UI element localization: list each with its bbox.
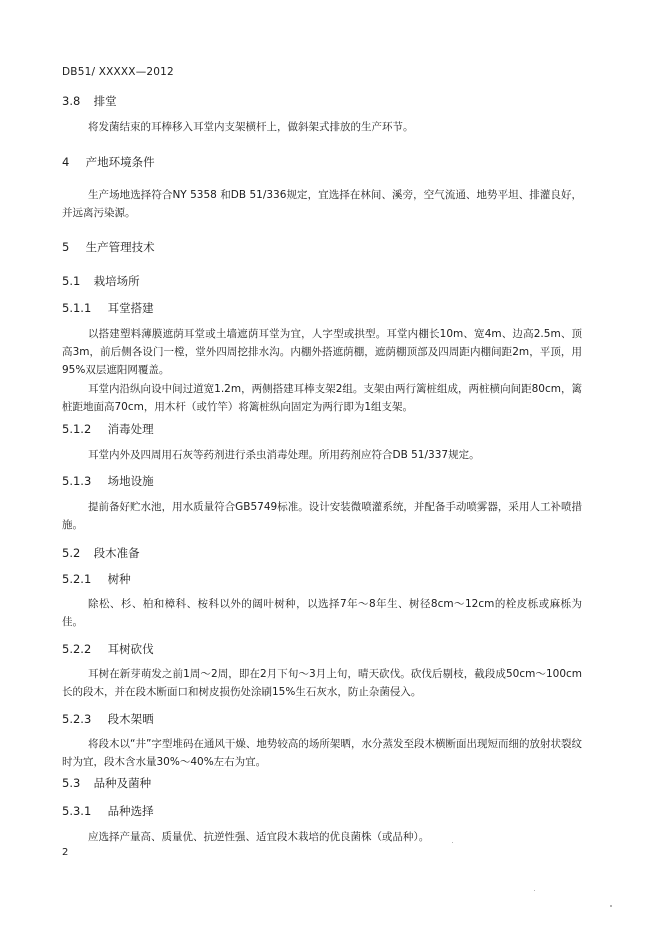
section-number: 5.3.1 (62, 804, 92, 818)
paragraph-3-8: 将发菌结束的耳棒移入耳堂内支架横杆上，做斜架式排放的生产环节。 (88, 121, 414, 133)
section-heading-5-1 (62, 273, 140, 289)
section-heading-5 (62, 239, 155, 255)
section-number: 4 (62, 155, 70, 169)
section-title: 耳树砍伐 (107, 642, 154, 656)
paragraph-5-3-1: 应选择产量高、质量优、抗逆性强、适宜段木栽培的优良菌株（或品种）。 (88, 831, 430, 843)
section-heading-5-1-1 (62, 300, 154, 316)
section-heading-5-2-1 (62, 571, 131, 587)
section-number: 3.8 (62, 94, 81, 108)
section-number: 5.2.3 (62, 712, 92, 726)
section-title: 段木准备 (93, 546, 140, 560)
section-title: 耳堂搭建 (107, 301, 154, 315)
section-number: 5.1.2 (62, 422, 92, 436)
document-id-header: DB51/ XXXXX—2012 (62, 66, 174, 78)
paragraph-4: 生产场地选择符合NY 5358 和DB 51/336规定，宜选择在林间、溪旁，空气流通、地势平坦、排灌良好，并远离污染源。 (62, 189, 582, 219)
section-number: 5 (62, 240, 70, 254)
paragraph-5-2-3: 将段木以“井”字型堆码在通风干燥、地势较高的场所架晒，水分蒸发至段木横断面出现短而细的放射状裂纹时为宜，段木含水量30%～40%左右为宜。 (62, 738, 582, 768)
section-title: 段木架晒 (107, 712, 154, 726)
section-title: 栽培场所 (93, 274, 140, 288)
section-title: 消毒处理 (107, 422, 154, 436)
section-number: 5.3 (62, 776, 81, 790)
paragraph-5-2-1: 除松、杉、柏和樟科、桉科以外的阔叶树种，以选择7年～8年生、树径8cm～12cm的栓皮栎或麻栎为佳。 (62, 598, 582, 628)
section-title: 场地设施 (107, 474, 154, 488)
section-heading-5-3 (62, 775, 151, 791)
section-title: 产地环境条件 (85, 155, 155, 169)
section-title: 品种及菌种 (93, 776, 152, 790)
section-heading-5-2 (62, 545, 140, 561)
section-number: 5.1.3 (62, 474, 92, 488)
section-heading-5-1-2 (62, 421, 154, 437)
section-number: 5.1.1 (62, 301, 92, 315)
section-title: 品种选择 (107, 804, 154, 818)
section-title: 树种 (107, 572, 131, 586)
section-number: 5.2 (62, 546, 81, 560)
paragraph-5-1-1-b: 耳堂内沿纵向设中间过道宽1.2m，两侧搭建耳棒支架2组。支架由两行篱桩组成，两桩横向间距80cm，篱桩距地面高70cm，用木杆（或竹竿）将篱桩纵向固定为两行即为1组支架。 (62, 383, 582, 413)
section-number: 5.2.1 (62, 572, 92, 586)
scan-speck (610, 905, 612, 907)
section-heading-4 (62, 154, 155, 170)
section-heading-5-1-3 (62, 473, 154, 489)
scan-speck (534, 890, 535, 891)
paragraph-5-1-2: 耳堂内外及四周用石灰等药剂进行杀虫消毒处理。所用药剂应符合DB 51/337规定。 (88, 449, 480, 461)
section-number: 5.2.2 (62, 642, 92, 656)
section-heading-5-2-3 (62, 711, 154, 727)
section-heading-5-3-1 (62, 803, 154, 819)
paragraph-5-1-3: 提前备好贮水池，用水质量符合GB5749标准。设计安装微喷灌系统，并配备手动喷雾器，采用人工补喷措施。 (62, 501, 582, 531)
paragraph-5-1-1-a: 以搭建塑料薄膜遮荫耳堂或土墙遮荫耳堂为宜，人字型或拱型。耳堂内棚长10m、宽4m、边高2.5m、顶高3m，前后侧各设门一樘，堂外四周挖排水沟。内棚外搭遮荫棚，遮荫棚顶部及四周距内棚间距2m，平顶，用95%双层遮阳网覆盖。 (62, 328, 582, 376)
section-number: 5.1 (62, 274, 81, 288)
section-title: 排堂 (93, 94, 117, 108)
section-heading-3-8 (62, 93, 117, 109)
section-heading-5-2-2 (62, 641, 154, 657)
scan-speck (452, 842, 453, 843)
page-number: 2 (62, 847, 69, 858)
paragraph-5-2-2: 耳树在新芽萌发之前1周～2周，即在2月下旬～3月上旬，晴天砍伐。砍伐后剔枝，截段成50cm～100cm长的段木，并在段木断面口和树皮损伤处涂刷15%生石灰水，防止杂菌侵入。 (62, 668, 582, 698)
section-title: 生产管理技术 (85, 240, 155, 254)
